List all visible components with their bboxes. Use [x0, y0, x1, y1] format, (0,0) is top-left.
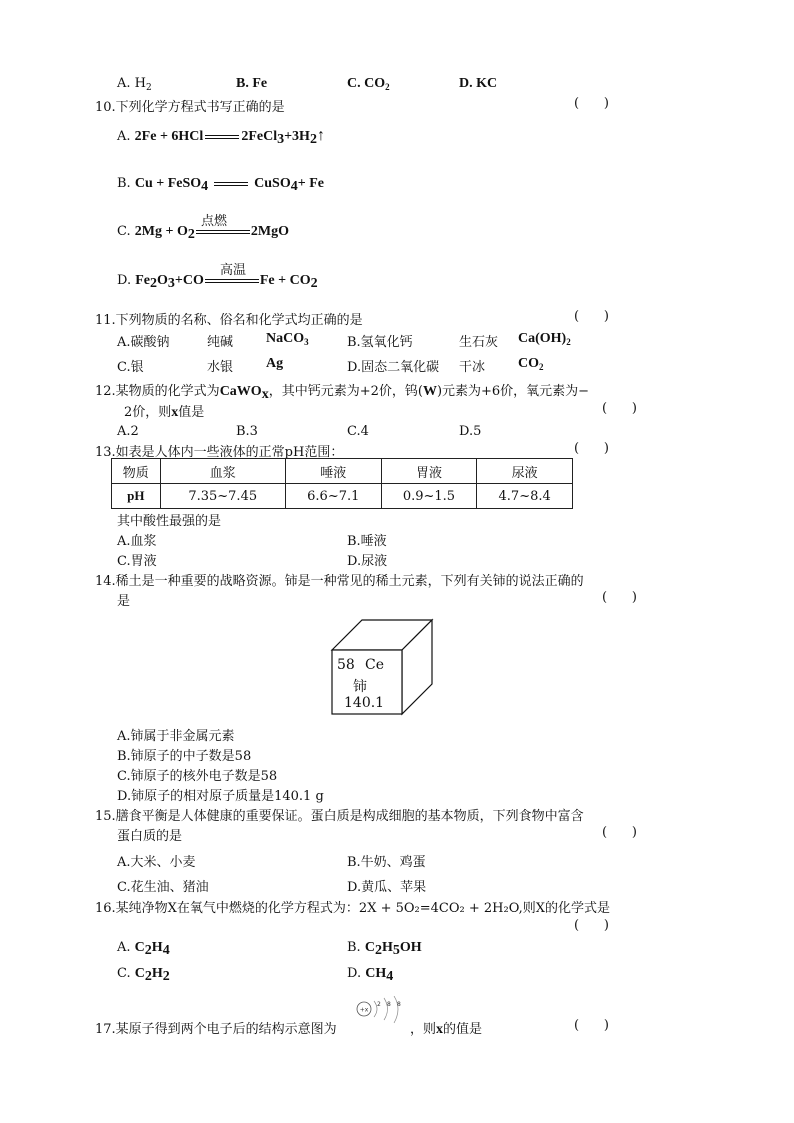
q11-option-a-name: A.碳酸钠 — [117, 335, 170, 350]
q9-option-a: A. $H_2$ — [117, 76, 152, 93]
q11-option-b-name: B.氢氧化钙 — [347, 335, 413, 350]
table-header: 胃液 — [381, 459, 477, 484]
shell-electron-count: 8 — [387, 1001, 391, 1008]
q16-answer-paren: ( ) — [574, 918, 609, 933]
q11-option-b-formula: $Ca(OH)_2$ — [518, 331, 571, 347]
q9-option-d: D. KC — [459, 76, 498, 91]
q12-option-a: A.2 — [117, 424, 139, 439]
q16-option-a: A. $C_2H_4$ — [117, 940, 170, 958]
q11-option-c-formula: Ag — [266, 356, 284, 371]
table-cell: 4.7~8.4 — [477, 484, 573, 509]
atom-structure-diagram-icon — [354, 996, 410, 1036]
q14-option-a: A.铈属于非金属元素 — [117, 729, 235, 744]
q10-d-condition: 高温 — [220, 263, 247, 278]
q13-option-b: B.唾液 — [347, 534, 387, 549]
equals-sign-icon — [214, 182, 248, 186]
q14-option-b: B.铈原子的中子数是58 — [117, 749, 252, 764]
element-name: 铈 — [353, 679, 367, 695]
table-cell: 7.35~7.45 — [160, 484, 285, 509]
q11-stem: 11.下列物质的名称、俗名和化学式均正确的是 — [95, 313, 363, 328]
table-header: 唾液 — [285, 459, 381, 484]
q15-option-c: C.花生油、猪油 — [117, 880, 209, 895]
q10-option-d: D. $Fe_2O_3+CO$ $Fe + CO_2$ — [117, 273, 318, 291]
ph-range-table — [111, 458, 573, 509]
q10-option-a: A. 2Fe + 6HCl $2FeCl_3+3H_2↑$ — [117, 127, 325, 147]
q12-option-b: B.3 — [236, 424, 258, 439]
q12-option-c: C.4 — [347, 424, 369, 439]
q15-stem-line1: 15.膳食平衡是人体健康的重要保证。蛋白质是构成细胞的基本物质，下列食物中富含 — [95, 809, 584, 824]
q12-stem-line2: 2价，则x值是 — [124, 405, 205, 420]
q14-option-c: C.铈原子的核外电子数是58 — [117, 769, 278, 784]
q11-option-c-name: C.银 — [117, 360, 144, 375]
table-row — [112, 484, 573, 509]
q16-stem: 16.某纯净物X在氧气中燃烧的化学方程式为：2X + 5O₂=4CO₂ + 2H₂O,则X的化学式是 — [95, 901, 610, 916]
q10-option-b: B. Cu + FeSO$_4$ CuSO$_4$+ Fe — [117, 176, 324, 194]
q10-option-c: C. $2Mg + O_2$ 2MgO — [117, 224, 289, 242]
table-header-row — [112, 459, 573, 484]
q17-answer-paren: ( ) — [574, 1018, 609, 1033]
q11-option-c-common: 水银 — [207, 360, 234, 375]
table-cell: 0.9~1.5 — [381, 484, 477, 509]
element-atomic-number: 58 — [337, 657, 355, 673]
q11-option-a-common: 纯碱 — [207, 335, 234, 350]
q11-option-d-common: 干冰 — [459, 360, 486, 375]
q14-stem-line1: 14.稀土是一种重要的战略资源。铈是一种常见的稀土元素，下列有关铈的说法正确的 — [95, 574, 584, 589]
q14-answer-paren: ( ) — [602, 590, 637, 605]
q11-option-b-common: 生石灰 — [459, 335, 499, 350]
q10-c-condition: 点燃 — [201, 214, 228, 229]
q9-option-c: C. $CO_2$ — [347, 76, 390, 92]
q17-stem-part2: ，则x的值是 — [410, 1022, 483, 1037]
q11-option-a-formula: NaCO$_3$ — [266, 331, 309, 347]
q16-option-c: C. $C_2H_2$ — [117, 966, 170, 984]
q15-option-b: B.牛奶、鸡蛋 — [347, 855, 426, 870]
table-row-label: pH — [112, 484, 161, 509]
q13-answer-paren: ( ) — [574, 441, 609, 456]
shell-electron-count: 2 — [377, 1001, 381, 1008]
table-header: 血浆 — [160, 459, 285, 484]
q11-option-d-name: D.固态二氧化碳 — [347, 360, 440, 375]
q13-stem: 13.如表是人体内一些液体的正常pH范围： — [95, 445, 344, 460]
q15-option-d: D.黄瓜、苹果 — [347, 880, 427, 895]
q15-option-a: A.大米、小麦 — [117, 855, 196, 870]
element-atomic-mass: 140.1 — [344, 695, 385, 711]
shell-electron-count: 8 — [397, 1001, 401, 1008]
q13-option-c: C.胃液 — [117, 554, 157, 569]
q15-stem-line2: 蛋白质的是 — [117, 829, 183, 844]
q13-option-a: A.血浆 — [117, 534, 157, 549]
q13-option-d: D.尿液 — [347, 554, 388, 569]
q14-stem-line2: 是 — [117, 594, 131, 609]
table-header: 物质 — [112, 459, 161, 484]
atom-nucleus-label: +x — [359, 1006, 369, 1014]
q16-option-b: B. $C_2H_5OH$ — [347, 940, 422, 958]
q14-option-d: D.铈原子的相对原子质量是140.1 g — [117, 789, 324, 804]
element-symbol: Ce — [365, 657, 384, 673]
q13-question: 其中酸性最强的是 — [117, 514, 222, 529]
q15-answer-paren: ( ) — [602, 825, 637, 840]
q11-option-d-formula: $CO_2$ — [518, 356, 544, 372]
q10-answer-paren: ( ) — [574, 96, 609, 111]
q16-option-d: D. $CH_4$ — [347, 966, 394, 984]
q9-option-b: B. Fe — [236, 76, 268, 91]
table-header: 尿液 — [477, 459, 573, 484]
table-cell: 6.6~7.1 — [285, 484, 381, 509]
equals-sign-icon — [205, 135, 239, 139]
q10-stem: 10.下列化学方程式书写正确的是 — [95, 100, 285, 115]
q17-stem-part1: 17.某原子得到两个电子后的结构示意图为 — [95, 1022, 337, 1037]
q11-answer-paren: ( ) — [574, 309, 609, 324]
q12-answer-paren: ( ) — [602, 401, 637, 416]
q12-stem-line1: 12.某物质的化学式为CaWO$_x$，其中钙元素为+2价，钨(W)元素为+6价，氧元素为− — [95, 384, 590, 402]
equals-sign-icon — [205, 279, 259, 283]
q12-option-d: D.5 — [459, 424, 482, 439]
gas-up-arrow-icon: ↑ — [316, 127, 325, 144]
equals-sign-icon — [196, 230, 250, 234]
